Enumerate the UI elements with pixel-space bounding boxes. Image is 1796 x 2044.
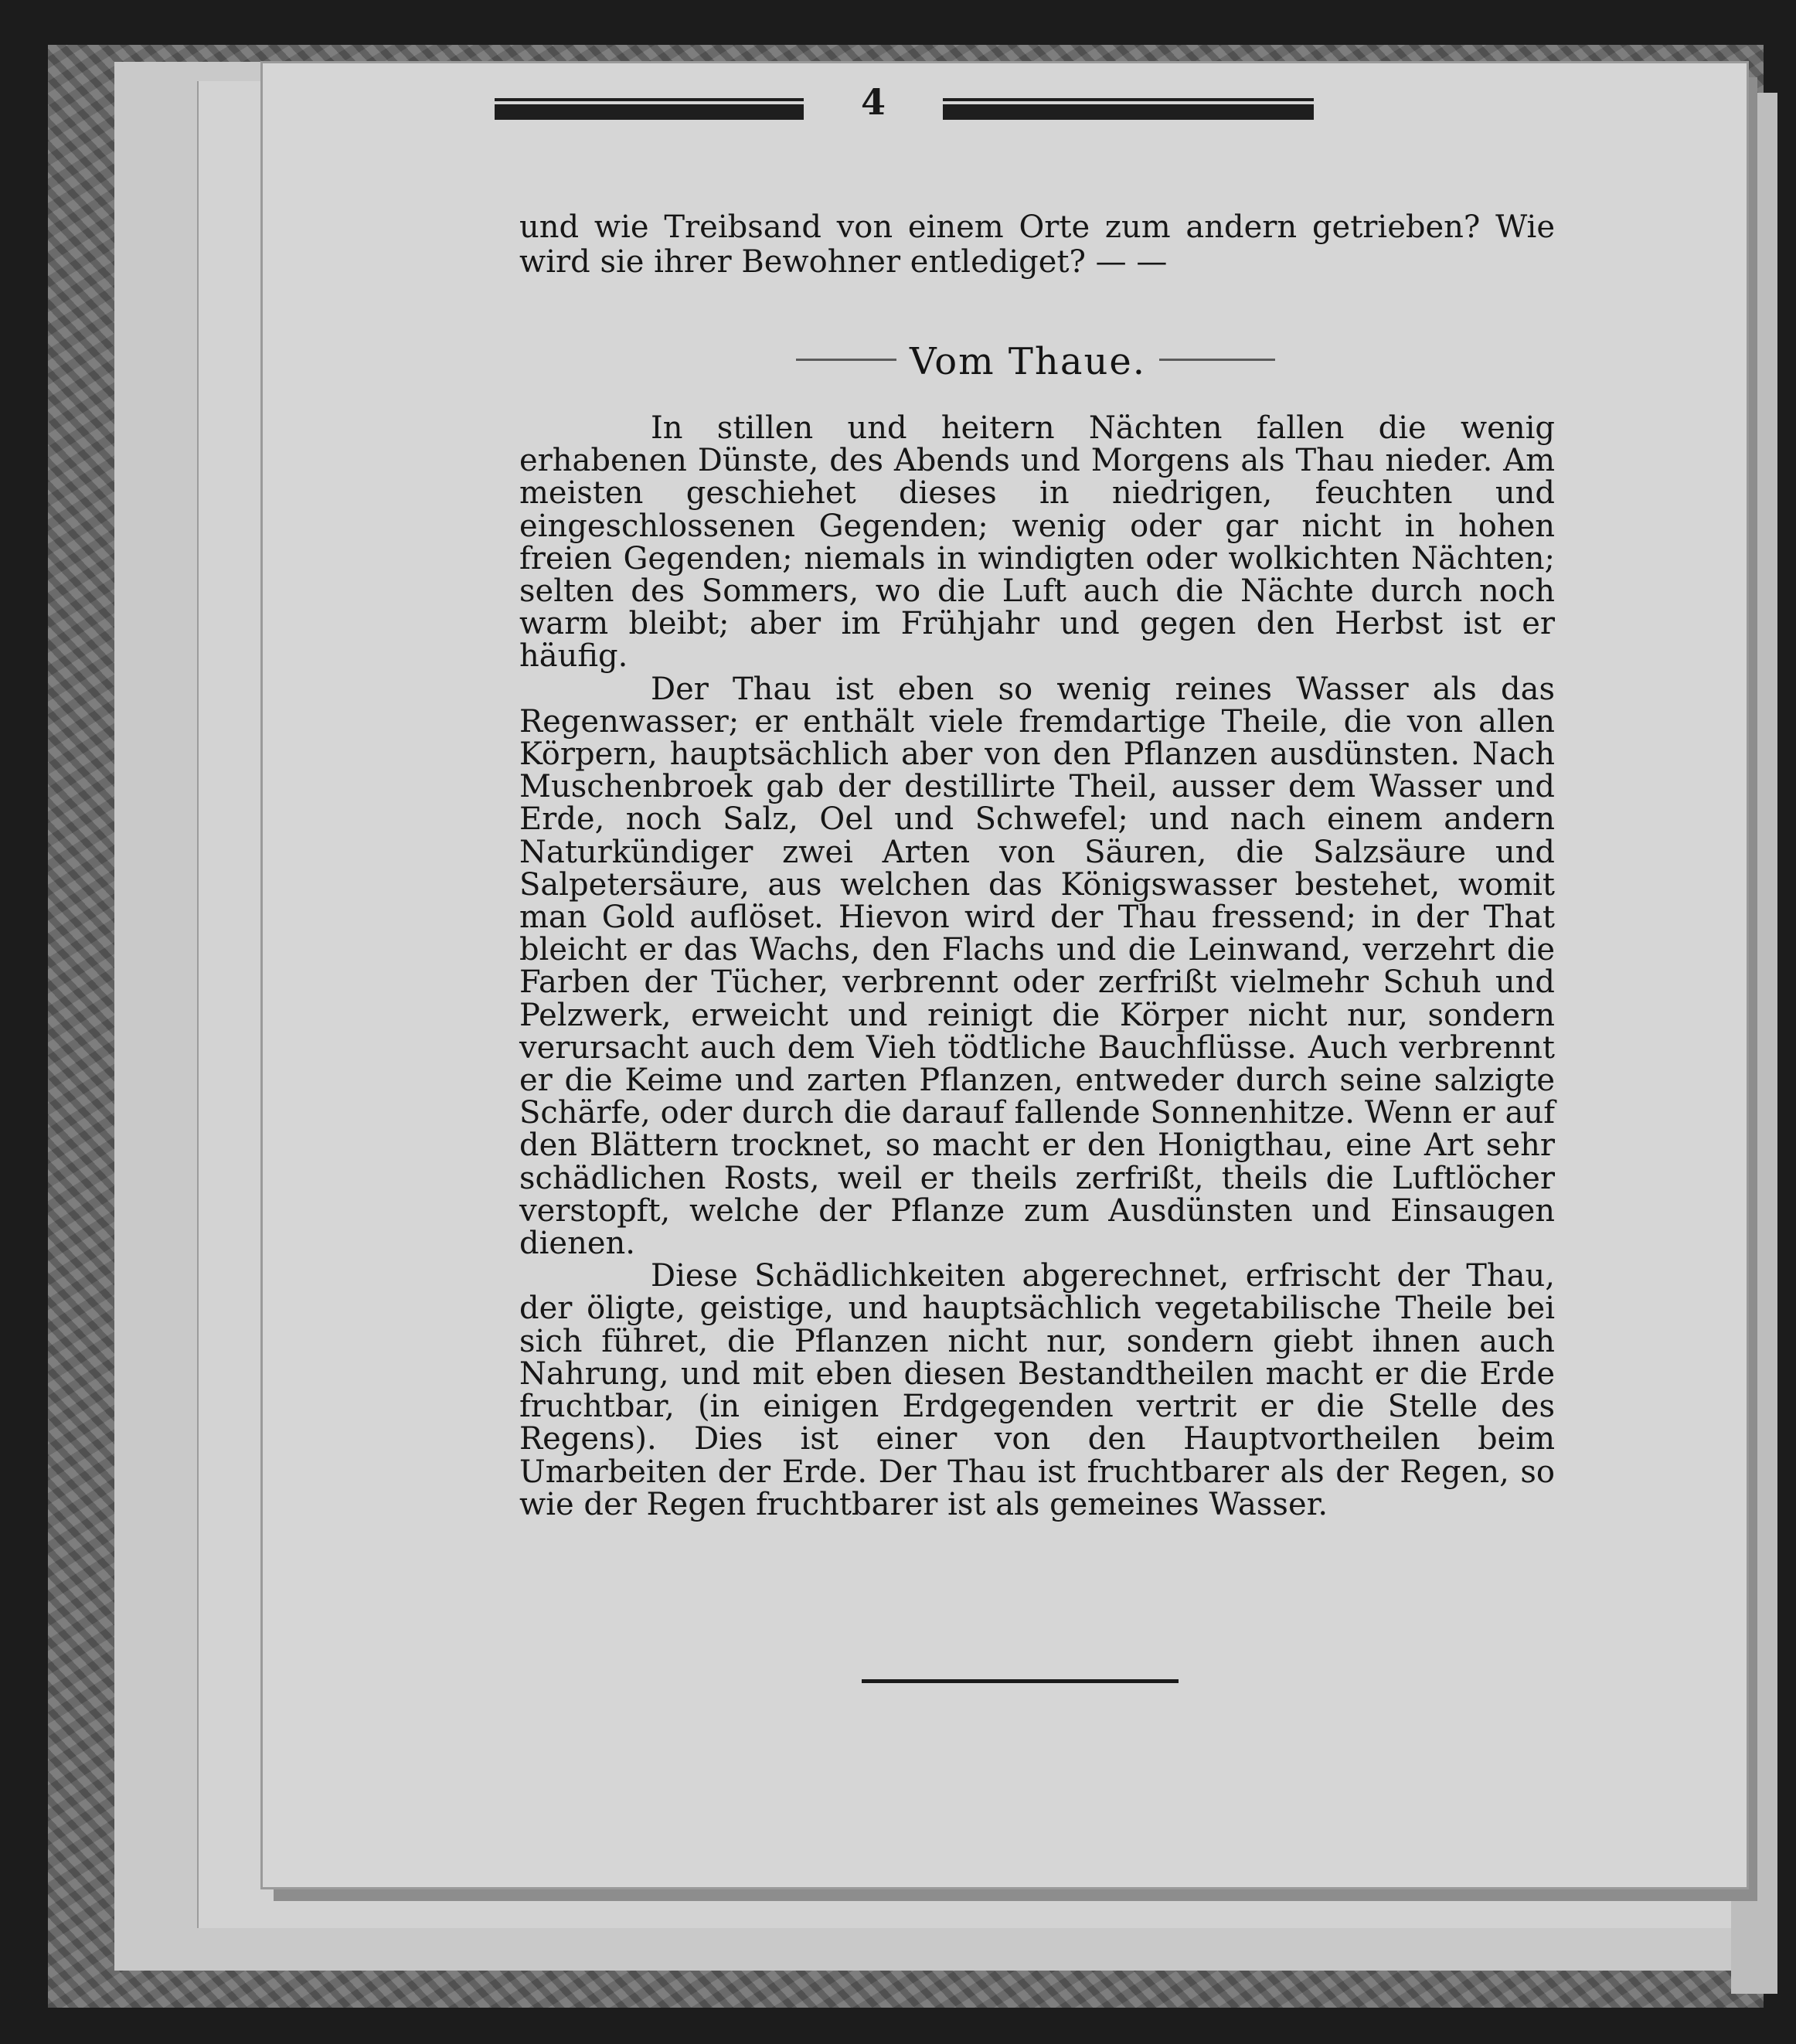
continuation-paragraph: und wie Treibsand von einem Orte zum andern getrieben? Wie wird sie ihrer Bewohner entlediget? — —: [519, 209, 1555, 280]
continuation-text: [519, 210, 1555, 279]
end-rule: [862, 1679, 1179, 1683]
paragraph-3: Diese Schädlichkeiten abgerechnet, erfrischt der Thau, der öligte, geistige, und hauptsächlich vegetabilische Theile bei sich führet, die Pflanzen nicht nur, sondern giebt ihnen auch Nahrung, und mit eben diesen Bestandtheilen macht er die Erde fruchtbar, (in einigen Erdgegenden vertrit er die Stelle des Regens). Dies ist einer von den Hauptvortheilen beim Umarbeiten der Erde. Der Thau ist fruchtbarer als der Regen, so wie der Regen fruchtbarer ist als gemeines Wasser.: [519, 1258, 1555, 1522]
header-rule-right: [943, 98, 1314, 120]
heading-rule-right: [1159, 359, 1275, 361]
header-rule-left: [495, 98, 804, 120]
page-number: 4: [860, 81, 886, 123]
section-title: Vom Thaue.: [909, 340, 1147, 383]
paragraph-2: Der Thau ist eben so wenig reines Wasser als das Regenwasser; er enthält viele fremdartige Theile, die von allen Körpern, hauptsächlich aber von den Pflanzen ausdünsten. Nach Muschenbroek gab der destillirte Theil, ausser dem Wasser und Erde, noch Salz, Oel und Schwefel; und nach einem andern Naturkündiger zwei Arten von Säuren, die Salzsäure und Salpetersäure, aus welchen das Königswasser bestehet, womit man Gold auflöset. Hievon wird der Thau fressend; in der That bleicht er das Wachs, den Flachs und die Leinwand, verzehrt die Farben der Tücher, verbrennt oder zerfrißt vielmehr Schuh und Pelzwerk, erweicht und reinigt die Körper nicht nur, sondern verursacht auch dem Vieh tödtliche Bauchflüsse. Auch verbrennt er die Keime und zarten Pflanzen, entweder durch seine salzigte Schärfe, oder durch die darauf fallende Sonnenhitze. Wenn er auf den Blättern trocknet, so macht er den Honigthau, eine Art sehr schädlichen Rosts, weil er theils zerfrißt, theils die Luftlöcher verstopft, welche der Pflanze zum Ausdünsten und Einsaugen dienen.: [519, 671, 1555, 1262]
body-text: [519, 412, 1555, 1521]
section-heading: [796, 340, 1275, 386]
heading-rule-left: [796, 359, 896, 361]
page-header: [495, 81, 1314, 128]
paragraph-1: In stillen und heitern Nächten fallen die wenig erhabenen Dünste, des Abends und Morgens als Thau nieder. Am meisten geschiehet dieses in niedrigen, feuchten und eingeschlossenen Gegenden; wenig oder gar nicht in hohen freien Gegenden; niemals in windigten oder wolkichten Nächten; selten des Sommers, wo die Luft auch die Nächte durch noch warm bleibt; aber im Frühjahr und gegen den Herbst ist er häufig.: [519, 410, 1555, 675]
